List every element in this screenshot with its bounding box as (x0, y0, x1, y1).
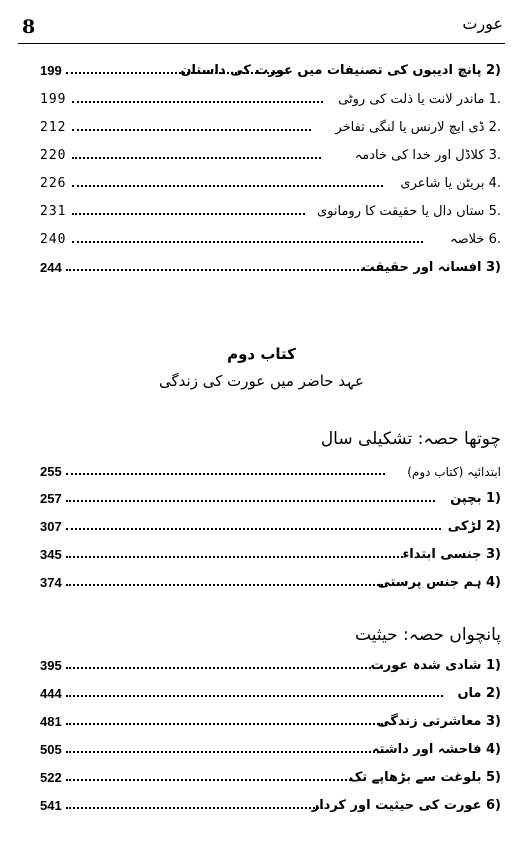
toc-leader-dots (66, 667, 383, 669)
toc-page-number: 541 (40, 798, 62, 813)
toc-entry (40, 765, 501, 787)
toc-leader-dots (72, 241, 423, 243)
toc-item-label: .4 (488, 176, 501, 191)
toc-title (377, 575, 501, 590)
toc-entry (40, 227, 501, 249)
toc-item-label: (4 (486, 575, 501, 590)
toc-leader-dots (66, 779, 351, 781)
toc-page-number: 240 (40, 232, 67, 247)
toc-title (180, 63, 501, 78)
toc-title (450, 232, 501, 247)
toc-title (355, 148, 501, 163)
toc-page-number: 226 (40, 176, 67, 191)
toc-item-title: بریٹن یا شاعری (400, 176, 485, 191)
toc-title (312, 798, 501, 813)
toc-page-number: 395 (40, 658, 62, 673)
toc-leader-dots (66, 584, 395, 586)
part-title: پانچواں حصہ: حیثیت (355, 625, 501, 645)
toc-item-title: عورت کی حیثیت اور کردار (311, 798, 482, 813)
toc-entry (40, 87, 501, 109)
toc-item-label: (4 (486, 742, 501, 757)
toc-item-label: (1 (486, 658, 501, 673)
toc-leader-dots (66, 723, 391, 725)
toc-leader-dots (66, 269, 391, 271)
toc-entry (40, 459, 501, 481)
book-heading: کتاب دوم (227, 345, 296, 363)
toc-leader-dots (72, 129, 311, 131)
toc-item-title: فاحشہ اور داشتہ (371, 742, 482, 757)
toc-item-label: .6 (488, 232, 501, 247)
toc-entry (40, 793, 501, 815)
toc-item-label: .2 (488, 120, 501, 135)
toc-item-title: لڑکی (447, 519, 482, 534)
toc-page-number: 481 (40, 714, 62, 729)
toc-page-number: 220 (40, 148, 67, 163)
toc-item-label: .5 (488, 204, 501, 219)
toc-entry (40, 143, 501, 165)
toc-page-number: 522 (40, 770, 62, 785)
toc-leader-dots (72, 157, 321, 159)
toc-item-label: .1 (488, 92, 501, 107)
toc-entry (40, 570, 501, 592)
toc-item-label: (5 (486, 770, 501, 785)
page-number: 8 (22, 16, 36, 38)
toc-title (349, 770, 501, 785)
toc-item-label: (3 (486, 547, 501, 562)
toc-title (371, 658, 501, 673)
toc-title (335, 120, 501, 135)
toc-item-title: ڈی ایچ لارنس یا لنگی تفاخر (335, 120, 485, 135)
toc-entry (40, 709, 501, 731)
toc-entry (40, 542, 501, 564)
toc-leader-dots (66, 473, 385, 475)
toc-title (450, 491, 501, 506)
toc-item-title: افسانہ اور حقیقت (361, 260, 482, 275)
toc-leader-dots (66, 556, 403, 558)
toc-leader-dots (72, 185, 383, 187)
toc-item-title: بچپن (450, 491, 482, 506)
toc-page-number: 255 (40, 464, 62, 479)
toc-page-number: 244 (40, 260, 62, 275)
toc-item-label: (2 (486, 686, 501, 701)
toc-leader-dots (66, 695, 443, 697)
toc-item-title: ہم جنس پرستی (377, 575, 482, 590)
running-header-title: عورت (462, 14, 503, 33)
toc-page-number: 199 (40, 63, 62, 78)
toc-leader-dots (66, 751, 387, 753)
toc-entry (40, 486, 501, 508)
toc-item-title: ماں (457, 686, 482, 701)
toc-entry (40, 681, 501, 703)
toc-title: ابتدائیہ (کتاب دوم) (407, 465, 501, 479)
toc-leader-dots (72, 213, 305, 215)
toc-page-number: 231 (40, 204, 67, 219)
toc-entry (40, 737, 501, 759)
toc-title (377, 714, 501, 729)
toc-entry (40, 115, 501, 137)
toc-item-title: جنسی ابتداء (402, 547, 482, 562)
toc-item-title: شادی شدہ عورت (370, 658, 482, 673)
toc-page-number: 345 (40, 547, 62, 562)
toc-item-label: (2 (486, 519, 501, 534)
book-subtitle: عہد حاضر میں عورت کی زندگی (159, 372, 364, 390)
toc-item-label: (3 (486, 714, 501, 729)
toc-page-number: 257 (40, 491, 62, 506)
toc-title (403, 547, 501, 562)
toc-item-label: (2 (486, 63, 501, 78)
toc-page-number: 444 (40, 686, 62, 701)
toc-item-title: ماندر لانت یا ذلت کی روٹی (338, 92, 485, 107)
toc-title (338, 92, 501, 107)
toc-item-title: معاشرتی زندگی (377, 714, 482, 729)
toc-item-label: (3 (486, 260, 501, 275)
toc-item-label: (1 (486, 491, 501, 506)
header-rule (18, 43, 505, 44)
toc-entry (40, 514, 501, 536)
toc-title (362, 260, 501, 275)
toc-entry (40, 199, 501, 221)
toc-title (372, 742, 501, 757)
toc-item-label: .3 (488, 148, 501, 163)
toc-title (400, 176, 501, 191)
toc-page-number: 307 (40, 519, 62, 534)
toc-item-title: پانچ ادیبوں کی تصنیفات میں عورت کی داستان (180, 63, 482, 78)
toc-entry (40, 653, 501, 675)
toc-leader-dots (66, 500, 435, 502)
toc-page-number: 505 (40, 742, 62, 757)
toc-page-number: 374 (40, 575, 62, 590)
toc-page-number: 199 (40, 92, 67, 107)
toc-entry (40, 255, 501, 277)
part-title: چوتھا حصہ: تشکیلی سال (320, 429, 501, 449)
toc-page-number: 212 (40, 120, 67, 135)
toc-item-title: بلوغت سے بڑھاپے تک (348, 770, 482, 785)
toc-entry (40, 58, 501, 80)
toc-item-title: ستاں دال یا حقیقت کا رومانوی (317, 204, 485, 219)
toc-title (317, 204, 501, 219)
toc-item-title: کلاڈل اور خدا کی خادمہ (354, 148, 485, 163)
toc-item-title: خلاصہ (449, 232, 485, 247)
toc-item-label: (6 (486, 798, 501, 813)
toc-leader-dots (72, 101, 323, 103)
toc-title (457, 686, 501, 701)
toc-entry (40, 171, 501, 193)
toc-leader-dots (66, 807, 323, 809)
toc-title (448, 519, 501, 534)
toc-leader-dots (66, 528, 441, 530)
